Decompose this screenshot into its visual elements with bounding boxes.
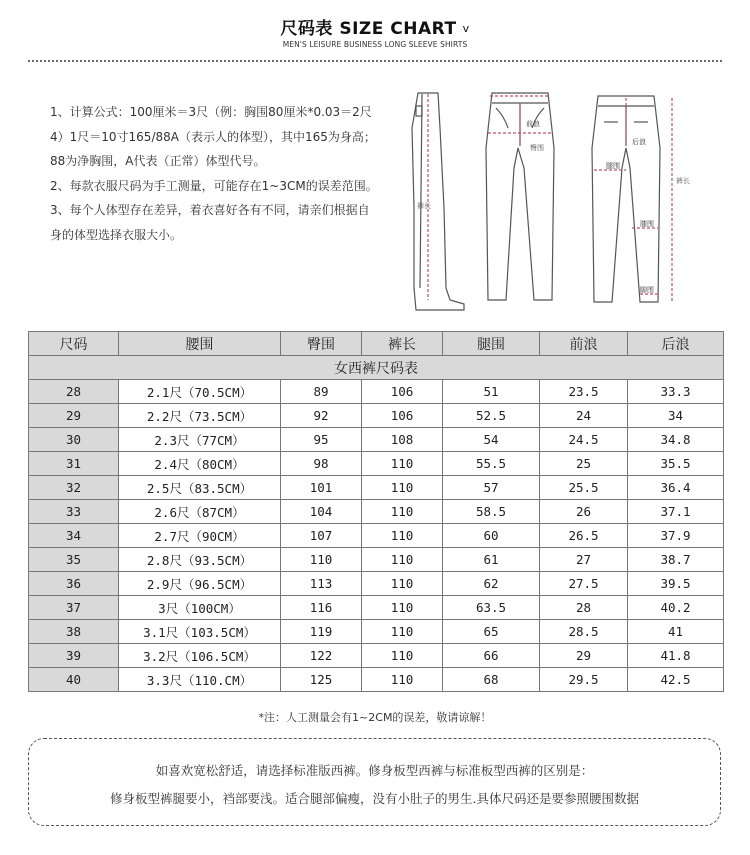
table-cell: 51 bbox=[443, 380, 540, 404]
table-row bbox=[29, 524, 724, 548]
hem-label: 脚围 bbox=[640, 286, 654, 294]
size-cell: 34 bbox=[29, 524, 119, 548]
table-cell: 116 bbox=[281, 596, 362, 620]
table-caption: 女西裤尺码表 bbox=[29, 356, 724, 380]
note-line: 4）1尺＝10寸165/88A（表示人的体型），其中165为身高； bbox=[50, 129, 376, 144]
table-cell: 26 bbox=[540, 500, 628, 524]
size-cell: 30 bbox=[29, 428, 119, 452]
table-cell: 110 bbox=[362, 500, 443, 524]
table-cell: 52.5 bbox=[443, 404, 540, 428]
tip-line: 修身板型裤腿要小，裆部要浅。适合腿部偏瘦，没有小肚子的男生.具体尺码还是要参照腰围数据 bbox=[110, 791, 639, 806]
table-cell: 25.5 bbox=[540, 476, 628, 500]
size-cell: 32 bbox=[29, 476, 119, 500]
knee-label: 膝围 bbox=[640, 220, 654, 228]
trouser-measurement-diagram bbox=[400, 88, 720, 313]
column-header: 腿围 bbox=[443, 332, 540, 356]
table-cell: 2.3尺（77CM） bbox=[119, 428, 281, 452]
length-label: 裤长 bbox=[417, 202, 431, 210]
table-cell: 24.5 bbox=[540, 428, 628, 452]
measurement-notes bbox=[50, 100, 390, 247]
table-cell: 28.5 bbox=[540, 620, 628, 644]
table-row bbox=[29, 404, 724, 428]
table-cell: 2.1尺（70.5CM） bbox=[119, 380, 281, 404]
table-cell: 107 bbox=[281, 524, 362, 548]
table-row bbox=[29, 668, 724, 692]
table-row bbox=[29, 620, 724, 644]
table-cell: 92 bbox=[281, 404, 362, 428]
table-cell: 110 bbox=[362, 596, 443, 620]
table-cell: 110 bbox=[362, 548, 443, 572]
table-cell: 106 bbox=[362, 404, 443, 428]
table-cell: 2.7尺（90CM） bbox=[119, 524, 281, 548]
column-header: 前浪 bbox=[540, 332, 628, 356]
page-title: 尺码表 SIZE CHART v bbox=[280, 19, 470, 39]
chevron-down-icon: v bbox=[462, 22, 470, 35]
note-line: 1、计算公式：100厘米＝3尺（例：胸围80厘米*0.03＝2尺 bbox=[50, 105, 372, 119]
table-cell: 39.5 bbox=[628, 572, 724, 596]
size-table bbox=[28, 331, 724, 692]
table-cell: 66 bbox=[443, 644, 540, 668]
table-cell: 54 bbox=[443, 428, 540, 452]
table-row bbox=[29, 644, 724, 668]
back-view-trousers bbox=[592, 96, 660, 302]
table-cell: 25 bbox=[540, 452, 628, 476]
table-cell: 57 bbox=[443, 476, 540, 500]
page-subtitle: MEN'S LEISURE BUSINESS LONG SLEEVE SHIRTS bbox=[282, 40, 468, 49]
table-cell: 37.9 bbox=[628, 524, 724, 548]
table-cell: 37.1 bbox=[628, 500, 724, 524]
table-cell: 42.5 bbox=[628, 668, 724, 692]
table-cell: 101 bbox=[281, 476, 362, 500]
size-cell: 33 bbox=[29, 500, 119, 524]
note-line: 88为净胸围，A代表（正常）体型代号。 bbox=[50, 154, 266, 168]
column-header: 腰围 bbox=[119, 332, 281, 356]
table-cell: 2.5尺（83.5CM） bbox=[119, 476, 281, 500]
table-cell: 110 bbox=[362, 524, 443, 548]
size-cell: 36 bbox=[29, 572, 119, 596]
size-cell: 31 bbox=[29, 452, 119, 476]
size-table-body bbox=[29, 380, 724, 692]
table-cell: 33.3 bbox=[628, 380, 724, 404]
table-cell: 3.2尺（106.5CM） bbox=[119, 644, 281, 668]
table-cell: 41 bbox=[628, 620, 724, 644]
table-cell: 110 bbox=[362, 476, 443, 500]
table-cell: 60 bbox=[443, 524, 540, 548]
table-cell: 29.5 bbox=[540, 668, 628, 692]
table-cell: 2.6尺（87CM） bbox=[119, 500, 281, 524]
table-cell: 28 bbox=[540, 596, 628, 620]
table-cell: 65 bbox=[443, 620, 540, 644]
table-cell: 34 bbox=[628, 404, 724, 428]
table-cell: 106 bbox=[362, 380, 443, 404]
front-rise-label: 前浪 bbox=[526, 120, 540, 128]
table-row bbox=[29, 380, 724, 404]
table-cell: 29 bbox=[540, 644, 628, 668]
table-cell: 2.4尺（80CM） bbox=[119, 452, 281, 476]
table-row bbox=[29, 428, 724, 452]
table-row bbox=[29, 452, 724, 476]
table-cell: 35.5 bbox=[628, 452, 724, 476]
table-cell: 38.7 bbox=[628, 548, 724, 572]
size-cell: 35 bbox=[29, 548, 119, 572]
size-cell: 40 bbox=[29, 668, 119, 692]
size-cell: 28 bbox=[29, 380, 119, 404]
length-label-right: 裤长 bbox=[676, 177, 690, 185]
table-cell: 2.9尺（96.5CM） bbox=[119, 572, 281, 596]
table-cell: 40.2 bbox=[628, 596, 724, 620]
fit-tip-box bbox=[28, 738, 721, 826]
table-cell: 98 bbox=[281, 452, 362, 476]
column-header: 裤长 bbox=[362, 332, 443, 356]
size-cell: 38 bbox=[29, 620, 119, 644]
table-cell: 23.5 bbox=[540, 380, 628, 404]
table-cell: 113 bbox=[281, 572, 362, 596]
table-cell: 3.1尺（103.5CM） bbox=[119, 620, 281, 644]
table-cell: 89 bbox=[281, 380, 362, 404]
table-cell: 110 bbox=[362, 668, 443, 692]
table-cell: 41.8 bbox=[628, 644, 724, 668]
table-cell: 110 bbox=[362, 572, 443, 596]
table-cell: 125 bbox=[281, 668, 362, 692]
table-cell: 104 bbox=[281, 500, 362, 524]
size-chart-header bbox=[0, 14, 750, 49]
table-row bbox=[29, 548, 724, 572]
table-cell: 62 bbox=[443, 572, 540, 596]
table-cell: 63.5 bbox=[443, 596, 540, 620]
table-cell: 110 bbox=[362, 620, 443, 644]
thigh-label: 腿围 bbox=[606, 162, 620, 170]
table-cell: 108 bbox=[362, 428, 443, 452]
back-rise-label: 后浪 bbox=[632, 138, 646, 146]
column-header: 臀围 bbox=[281, 332, 362, 356]
tip-line: 如喜欢宽松舒适，请选择标准版西裤。修身板型西裤与标准板型西裤的区别是： bbox=[155, 763, 594, 778]
note-line: 身的体型选择衣服大小。 bbox=[50, 227, 183, 242]
table-cell: 3尺（100CM） bbox=[119, 596, 281, 620]
table-row bbox=[29, 572, 724, 596]
table-cell: 55.5 bbox=[443, 452, 540, 476]
table-cell: 122 bbox=[281, 644, 362, 668]
note-line: 3、每个人体型存在差异，着衣喜好各有不同，请亲们根据自 bbox=[50, 203, 370, 217]
table-header-row bbox=[29, 332, 724, 356]
column-header: 后浪 bbox=[628, 332, 724, 356]
table-cell: 68 bbox=[443, 668, 540, 692]
table-cell: 27 bbox=[540, 548, 628, 572]
table-cell: 36.4 bbox=[628, 476, 724, 500]
table-cell: 2.2尺（73.5CM） bbox=[119, 404, 281, 428]
table-cell: 3.3尺（110.CM） bbox=[119, 668, 281, 692]
size-cell: 39 bbox=[29, 644, 119, 668]
column-header: 尺码 bbox=[29, 332, 119, 356]
table-cell: 110 bbox=[362, 644, 443, 668]
table-row bbox=[29, 596, 724, 620]
table-cell: 26.5 bbox=[540, 524, 628, 548]
table-cell: 110 bbox=[281, 548, 362, 572]
table-cell: 61 bbox=[443, 548, 540, 572]
table-cell: 58.5 bbox=[443, 500, 540, 524]
table-cell: 119 bbox=[281, 620, 362, 644]
table-cell: 27.5 bbox=[540, 572, 628, 596]
table-row bbox=[29, 476, 724, 500]
measure-lines bbox=[428, 94, 672, 302]
table-cell: 24 bbox=[540, 404, 628, 428]
hip-label: 臀围 bbox=[530, 144, 544, 152]
table-row bbox=[29, 500, 724, 524]
table-cell: 2.8尺（93.5CM） bbox=[119, 548, 281, 572]
size-cell: 29 bbox=[29, 404, 119, 428]
table-cell: 95 bbox=[281, 428, 362, 452]
table-cell: 110 bbox=[362, 452, 443, 476]
table-cell: 34.8 bbox=[628, 428, 724, 452]
dotted-divider bbox=[28, 60, 722, 62]
note-line: 2、每款衣服尺码为手工测量，可能存在1~3CM的误差范围。 bbox=[50, 178, 378, 193]
measurement-remark: *注：人工测量会有1~2CM的误差，敬请谅解！ bbox=[258, 711, 492, 724]
size-cell: 37 bbox=[29, 596, 119, 620]
